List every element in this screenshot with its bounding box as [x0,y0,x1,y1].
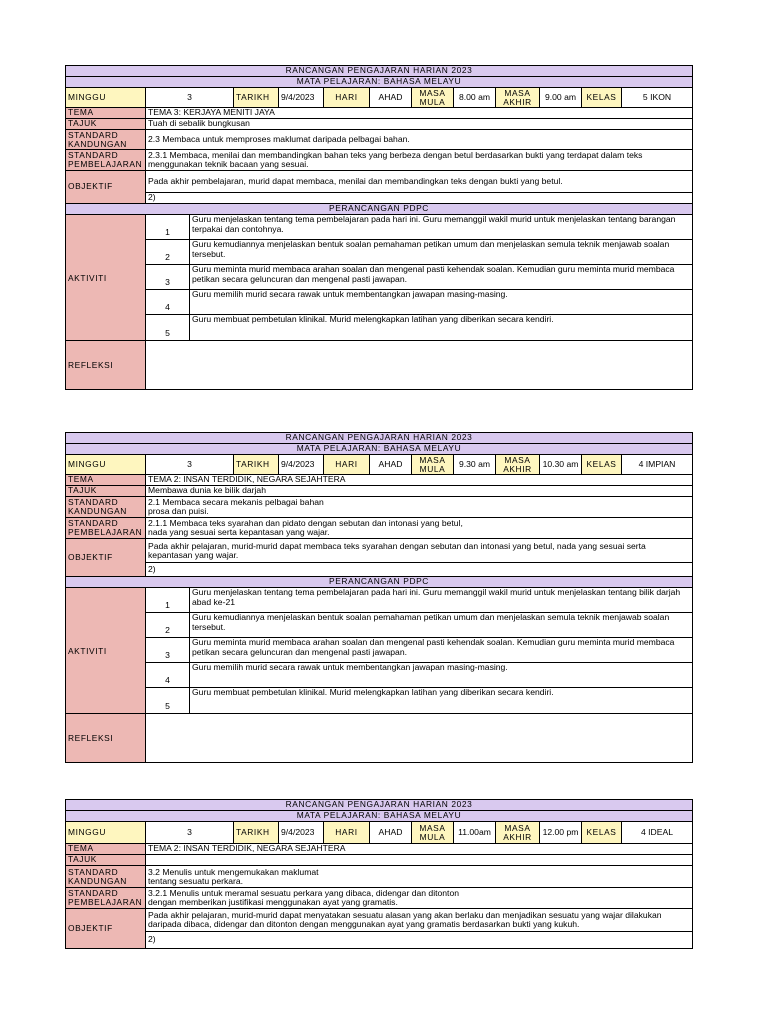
objektif-1: Pada akhir pembelajaran, murid dapat membaca, menilai dan membandingkan teks dengan bukti yang betul. [146,171,692,193]
refleksi-row [66,341,692,389]
masa-mula-label: MASA MULA [412,455,454,474]
objektif-label: OBJEKTIF [66,539,146,576]
lesson-plan-1 [65,65,693,390]
tarikh-value: 9/4/2023 [279,88,324,107]
tema-value: TEMA 3: KERJAYA MENITI JAYA [148,108,275,118]
refleksi-value [146,714,692,762]
standard-pembelajaran-label: STANDARD PEMBELAJARAN [66,518,146,538]
hari-label: HARI [324,455,370,474]
tarikh-value: 9/4/2023 [279,822,324,843]
aktiviti-number: 2 [146,613,190,637]
minggu-label: MINGGU [66,88,146,107]
minggu-value: 3 [146,455,234,474]
standard-kandungan-label: STANDARD KANDUNGAN [66,130,146,149]
aktiviti-number: 4 [146,663,190,687]
hari-value: AHAD [370,88,412,107]
aktiviti-text: Guru membuat pembetulan klinikal. Murid melengkapkan latihan yang diberikan secara kendiri. [192,688,554,697]
aktiviti-text: Guru kemudiannya menjelaskan bentuk soalan pemahaman petikan umum dan menjelaskan semula teknik menjawab soalan tersebut. [192,240,670,259]
standard-kandungan-value: 3.2 Menulis untuk mengemukakan maklumat tentang sesuatu perkara. [148,866,319,886]
masa-mula-label: MASA MULA [412,822,454,843]
standard-pembelajaran-label: STANDARD PEMBELAJARAN [66,150,146,170]
standard-kandungan-label: STANDARD KANDUNGAN [66,497,146,517]
masa-akhir-value: 12.00 pm [540,822,582,843]
standard-kandungan-value: 2.3 Membaca untuk memproses maklumat daripada pelbagai bahan. [148,134,410,145]
tajuk-label: TAJUK [66,486,146,496]
plan-title: RANCANGAN PENGAJARAN HARIAN 2023 [66,66,692,76]
objektif-label: OBJEKTIF [66,909,146,948]
masa-mula-value: 11.00am [454,822,496,843]
lesson-plan-2 [65,432,693,763]
tema-value: TEMA 2: INSAN TERDIDIK, NEGARA SEJAHTERA [148,844,346,854]
minggu-value: 3 [146,88,234,107]
tema-label: TEMA [66,475,146,485]
tarikh-label: TARIKH [234,88,279,107]
aktiviti-block [66,215,692,341]
masa-akhir-value: 9.00 am [540,88,582,107]
aktiviti-text: Guru membuat pembetulan klinikal. Murid melengkapkan latihan yang diberikan secara kendiri. [192,315,554,324]
aktiviti-label: AKTIVITI [66,215,146,340]
aktiviti-row [146,265,692,290]
aktiviti-block [66,588,692,714]
masa-mula-value: 9.30 am [454,455,496,474]
aktiviti-number: 1 [146,215,190,239]
aktiviti-number: 5 [146,688,190,713]
masa-akhir-label: MASA AKHIR [496,455,540,474]
kelas-value: 4 IDEAL [640,826,673,837]
aktiviti-number: 2 [146,240,190,264]
tema-label: TEMA [66,108,146,118]
aktiviti-number: 4 [146,290,190,314]
hari-label: HARI [324,822,370,843]
tarikh-label: TARIKH [234,822,279,843]
aktiviti-text: Guru kemudiannya menjelaskan bentuk soalan pemahaman petikan umum dan menjelaskan semula teknik menjawab soalan tersebut. [192,613,670,632]
standard-pembelajaran-value: 2.1.1 Membaca teks syarahan dan pidato dengan sebutan dan intonasi yang betul, nada yang sesuai serta kepantasan yang wajar. [148,518,463,537]
tajuk-label: TAJUK [66,119,146,129]
aktiviti-text: Guru meminta murid membaca arahan soalan dan mengenal pasti kehendak soalan. Kemudian guru meminta murid membaca petikan secara geluncuran dan mengenal pasti jawapan. [192,638,675,657]
kelas-label: KELAS [582,455,622,474]
kelas-value: 5 IKON [642,91,672,102]
refleksi-row [66,714,692,762]
objektif-1: Pada akhir pelajaran, murid-murid dapat membaca teks syarahan dengan sebutan dan intonasi yang betul, nada yang sesuai serta kepantasan yang wajar. [146,539,692,563]
aktiviti-row [146,613,692,638]
objektif-2: 2) [148,934,156,945]
tarikh-value: 9/4/2023 [279,455,324,474]
objektif-1: Pada akhir pelajaran, murid-murid dapat menyatakan sesuatu alasan yang akan berlaku dan menjadikan sesuatu yang wajar dilakukan daripada dibaca, didengar dan ditonton dengan menggunakan ayat yang gramatis berdasarkan bukti yang kukuh. [146,909,692,932]
standard-kandungan-value: 2.1 Membaca secara mekanis pelbagai bahan prosa dan puisi. [148,497,324,516]
hari-label: HARI [324,88,370,107]
kelas-label: KELAS [582,822,622,843]
aktiviti-row [146,215,692,240]
refleksi-label: REFLEKSI [66,714,146,762]
aktiviti-number: 3 [146,265,190,289]
aktiviti-row [146,663,692,688]
objektif-2: 2) [148,563,156,574]
tajuk-label: TAJUK [66,855,146,865]
subject-header: MATA PELAJARAN: BAHASA MELAYU [66,77,692,87]
masa-akhir-label: MASA AKHIR [496,822,540,843]
tajuk-value [146,855,692,865]
aktiviti-number: 3 [146,638,190,662]
plan-title: RANCANGAN PENGAJARAN HARIAN 2023 [66,800,692,810]
standard-kandungan-label: STANDARD KANDUNGAN [66,866,146,887]
tajuk-value: Tuah di sebalik bungkusan [148,119,250,129]
objektif-2: 2) [148,193,156,203]
kelas-value: 4 IMPIAN [638,458,676,469]
standard-pembelajaran-value: 3.2.1 Menulis untuk meramal sesuatu perkara yang dibaca, didengar dan ditonton dengan memberikan justifikasi menggunakan ayat yang gramatis. [148,888,460,907]
subject-header: MATA PELAJARAN: BAHASA MELAYU [66,444,692,454]
minggu-value: 3 [146,822,234,843]
lesson-plan-3 [65,799,693,949]
aktiviti-number: 5 [146,315,190,340]
standard-pembelajaran-value: 2.3.1 Membaca, menilai dan membandingkan bahan teks yang berbeza dengan betul berdasarkan bukti yang terdapat dalam teks menggunakan teknik bacaan yang sesuai. [148,150,643,169]
perancangan-header: PERANCANGAN PDPC [66,577,692,587]
masa-akhir-label: MASA AKHIR [496,88,540,107]
aktiviti-row [146,315,692,340]
aktiviti-row [146,240,692,265]
tema-value: TEMA 2: INSAN TERDIDIK, NEGARA SEJAHTERA [148,475,346,485]
minggu-label: MINGGU [66,822,146,843]
masa-mula-value: 8.00 am [454,88,496,107]
perancangan-header: PERANCANGAN PDPC [66,204,692,214]
aktiviti-text: Guru memilih murid secara rawak untuk membentangkan jawapan masing-masing. [192,663,508,672]
tarikh-label: TARIKH [234,455,279,474]
masa-akhir-value: 10.30 am [540,455,582,474]
aktiviti-row [146,290,692,315]
hari-value: AHAD [370,455,412,474]
refleksi-value [146,341,692,389]
standard-pembelajaran-label: STANDARD PEMBELAJARAN [66,888,146,908]
aktiviti-text: Guru memilih murid secara rawak untuk membentangkan jawapan masing-masing. [192,290,508,299]
aktiviti-row [146,688,692,713]
aktiviti-row [146,638,692,663]
tema-label: TEMA [66,844,146,854]
aktiviti-text: Guru menjelaskan tentang tema pembelajaran pada hari ini. Guru memanggil wakil murid untuk menjelaskan tentang barangan terpakai dan contohnya. [192,215,676,234]
subject-header: MATA PELAJARAN: BAHASA MELAYU [66,811,692,821]
aktiviti-text: Guru menjelaskan tentang tema pembelajaran pada hari ini. Guru memanggil wakil murid untuk menjelaskan tentang bilik darjah abad ke-21 [192,588,681,607]
minggu-label: MINGGU [66,455,146,474]
aktiviti-number: 1 [146,588,190,612]
plan-title: RANCANGAN PENGAJARAN HARIAN 2023 [66,433,692,443]
objektif-label: OBJEKTIF [66,171,146,203]
tajuk-value: Membawa dunia ke bilik darjah [148,486,266,496]
aktiviti-row [146,588,692,613]
masa-mula-label: MASA MULA [412,88,454,107]
kelas-label: KELAS [582,88,622,107]
hari-value: AHAD [370,822,412,843]
refleksi-label: REFLEKSI [66,341,146,389]
aktiviti-text: Guru meminta murid membaca arahan soalan dan mengenal pasti kehendak soalan. Kemudian guru meminta murid membaca petikan secara geluncuran dan mengenal pasti jawapan. [192,265,675,284]
aktiviti-label: AKTIVITI [66,588,146,713]
